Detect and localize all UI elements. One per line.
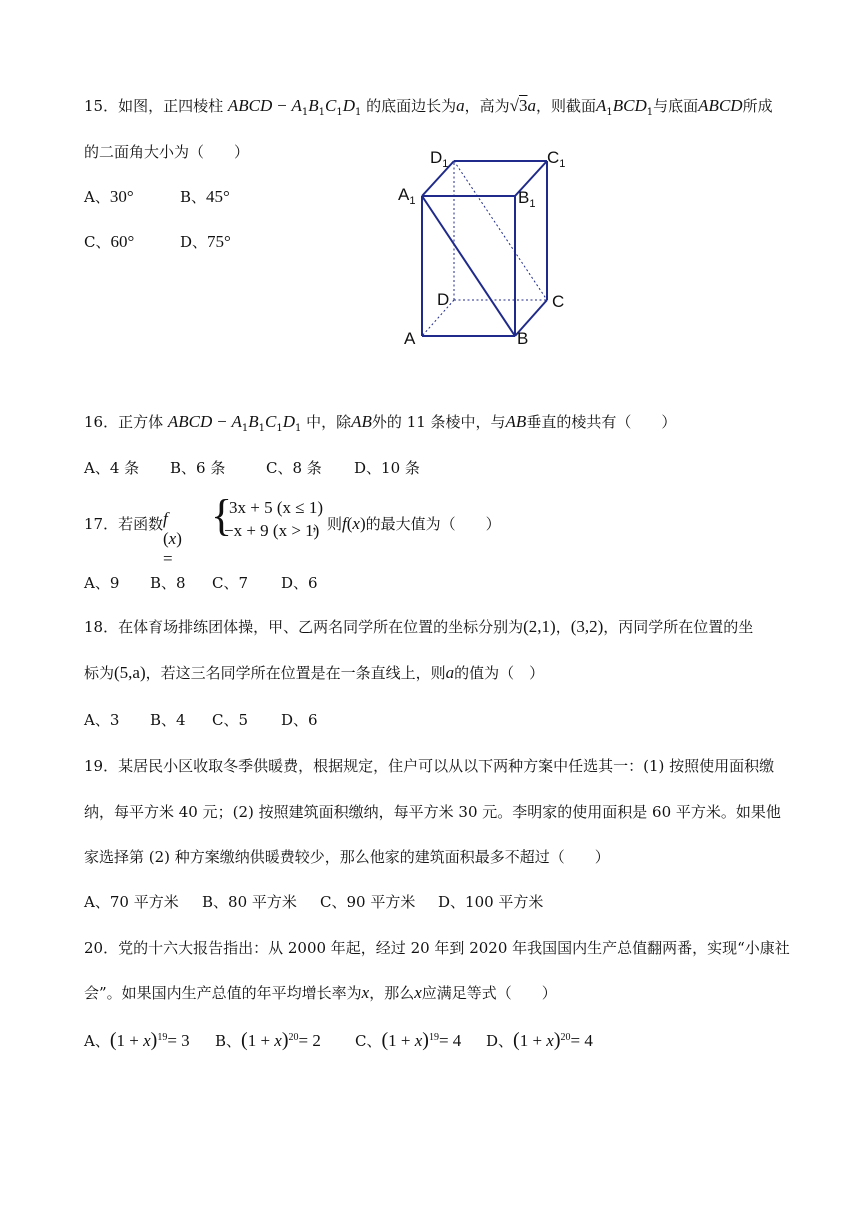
q20-option-a-letter: A、 (84, 1032, 110, 1050)
prism-figure (392, 144, 582, 354)
q15-option-b-letter: B、 (180, 188, 207, 206)
q20-text-2c: 应满足等式（ ） (421, 984, 557, 1002)
label-c: C (552, 292, 565, 311)
q15-option-b (180, 187, 230, 207)
q19-line-2 (84, 802, 781, 822)
q20-text-2a: 会”。如果国内生产总值的年平均增长率为 (84, 984, 362, 1002)
q16-text-1: 正方体 (118, 413, 164, 431)
q15-text-2: 的底面边长为 (366, 97, 457, 115)
q15-prism-name: ABCD (227, 96, 273, 115)
q20-number: 20． (84, 939, 119, 957)
q15-line-1: 15．如图，正四棱柱 ABCD − $A_1B_1C_1D_1$ 的底面边长为a，高为√3a，则截面$A_1BCD_1$与底面ABCD所成 (84, 96, 773, 118)
hidden-diag-d1-c (454, 161, 547, 300)
q15-sqrt3a: √3a (509, 96, 536, 115)
q18-text-2: ， (555, 618, 571, 636)
q19-text-3: 家选择第 (2) 种方案缴纳供暖费较少，那么他家的建筑面积最多不超过（ ） (84, 848, 610, 866)
q17-piece-2: −x + 9 (x > 1) (224, 521, 320, 540)
q15-option-a-letter: A、 (84, 188, 110, 206)
q18-point-1: (2,1) (523, 617, 556, 636)
q20-option-a-rhs: = 3 (167, 1031, 190, 1050)
q16-option-b: B、6 条 (170, 459, 226, 477)
q18-option-c: C、5 (212, 711, 249, 729)
q15-text-1: 如图，正四棱柱 (118, 97, 224, 115)
q15-option-d (180, 232, 231, 252)
q16-option-d: D、10 条 (354, 459, 420, 477)
q19-text-2: 纳，每平方米 40 元；(2) 按照建筑面积缴纳，每平方米 30 元。李明家的使用面积是 60 平方米。如果他 (84, 803, 781, 821)
q17-line-1-tail: ，则f(x)的最大值为（ ） (312, 514, 501, 533)
q15-var-a: a (456, 96, 465, 115)
q18-text-6: 的值为（ ） (454, 664, 545, 682)
q16-number: 16． (84, 413, 119, 431)
q18-option-b: B、4 (150, 711, 186, 729)
q17-text-1: 若函数 (118, 515, 164, 533)
q19-number: 19． (84, 757, 119, 775)
q15-text-4: ，则截面 (536, 97, 597, 115)
q20-option-c-letter: C、 (355, 1032, 382, 1050)
q20-option-d-letter: D、 (486, 1032, 514, 1050)
q20-line-1 (84, 938, 790, 958)
diag-a1-b (422, 196, 515, 336)
q18-number: 18． (84, 618, 119, 636)
q17-text-2: ，则 (312, 515, 343, 533)
label-b: B (517, 329, 529, 348)
q15-number: 15． (84, 97, 119, 115)
q20-option-c-exponent: 19 (428, 1032, 439, 1043)
q16-text-4: 垂直的棱共有（ ） (526, 413, 677, 431)
q18-point-2: (3,2) (570, 617, 604, 636)
q15-option-c-value: 60° (110, 232, 135, 251)
q17-option-d: D、6 (281, 574, 318, 592)
label-d1: $D_1$ (430, 148, 449, 170)
q18-line-1 (84, 617, 753, 637)
q15-option-b-value: 45° (206, 187, 230, 206)
q15-option-d-letter: D、 (180, 233, 208, 251)
q19-option-b: B、80 平方米 (202, 893, 297, 911)
q20-option-d: D、$(1 + x)^{20}= 4$ (486, 1029, 593, 1051)
q19-option-d: D、100 平方米 (438, 893, 544, 911)
q20-text-2b: ，那么 (369, 984, 415, 1002)
q19-option-a: A、70 平方米 (84, 893, 179, 911)
q18-option-d: D、6 (281, 711, 318, 729)
q15-option-c-letter: C、 (84, 233, 111, 251)
q15-line-2 (84, 142, 249, 162)
label-a: A (404, 329, 416, 348)
q18-text-5: ，若这三名同学所在位置是在一条直线上，则 (145, 664, 446, 682)
q17-option-b: B、8 (150, 574, 186, 592)
q20-option-b-letter: B、 (215, 1032, 242, 1050)
q20-option-d-exponent: 20 (560, 1032, 571, 1043)
q15-text-3: ，高为 (464, 97, 510, 115)
q15-text-6: 所成 (742, 97, 773, 115)
q19-option-c: C、90 平方米 (320, 893, 416, 911)
q16-text-3: 外的 11 条棱中，与 (371, 413, 506, 431)
q20-option-c: C、$(1 + x)^{19}= 4$ (355, 1029, 462, 1051)
q20-option-a: A、$(1 + x)^{19}= 3$ (84, 1029, 190, 1051)
label-c1: $C_1$ (547, 148, 566, 170)
q15-text-5: 与底面 (653, 97, 699, 115)
q18-text-3: ，丙同学所在位置的坐 (603, 618, 754, 636)
q16-option-c: C、8 条 (266, 459, 322, 477)
q17-line-1 (84, 514, 163, 534)
q18-line-2: 标为(5,a)，若这三名同学所在位置是在一条直线上，则a的值为（ ） (84, 663, 545, 682)
q20-option-a-exponent: 19 (157, 1032, 168, 1043)
q19-line-3 (84, 847, 610, 867)
q20-option-b: B、$(1 + x)^{20}= 2$ (215, 1029, 321, 1051)
label-a1: $A_1$ (398, 185, 416, 207)
q17-option-c: C、7 (212, 574, 249, 592)
q17-number: 17． (84, 515, 119, 533)
q20-option-b-rhs: = 2 (298, 1031, 321, 1050)
q16-text-2: 中，除 (306, 413, 352, 431)
q20-option-c-rhs: = 4 (438, 1031, 462, 1050)
q15-option-a (84, 187, 134, 207)
q16-line-1: 16．正方体 ABCD − $A_1B_1C_1D_1$ 中，除AB外的 11 条棱中，与AB垂直的棱共有（ ） (84, 412, 677, 434)
q15-text-7: 的二面角大小为（ ） (84, 143, 250, 161)
q20-option-b-exponent: 20 (288, 1032, 299, 1043)
label-d: D (437, 290, 450, 309)
q20-text-1: 党的十六大报告指出：从 2000 年起，经过 20 年到 2020 年我国国内生产总值翻两番，实现“小康社 (118, 939, 790, 957)
q15-option-c (84, 232, 134, 252)
q20-line-2: 会”。如果国内生产总值的年平均增长率为x，那么x应满足等式（ ） (84, 983, 557, 1002)
q17-option-a: A、9 (84, 574, 120, 592)
q17-piece-1: 3x + 5 (x ≤ 1) (229, 498, 323, 517)
q20-option-d-rhs: = 4 (570, 1031, 593, 1050)
q18-option-a: A、3 (84, 711, 120, 729)
q15-option-a-value: 30° (109, 187, 134, 206)
q18-point-3: (5,a) (114, 663, 146, 682)
q19-text-1: 某居民小区收取冬季供暖费，根据规定，住户可以从以下两种方案中任选其一：(1) 按照使用面积缴 (118, 757, 775, 775)
q19-line-1 (84, 756, 774, 776)
q15-option-d-value: 75° (207, 232, 231, 251)
q17-text-3: 的最大值为（ ） (365, 515, 501, 533)
q18-text-1: 在体育场排练团体操，甲、乙两名同学所在位置的坐标分别为 (118, 618, 524, 636)
label-b1: $B_1$ (518, 188, 536, 210)
q16-option-a: A、4 条 (84, 459, 140, 477)
q18-text-4: 标为 (84, 664, 115, 682)
